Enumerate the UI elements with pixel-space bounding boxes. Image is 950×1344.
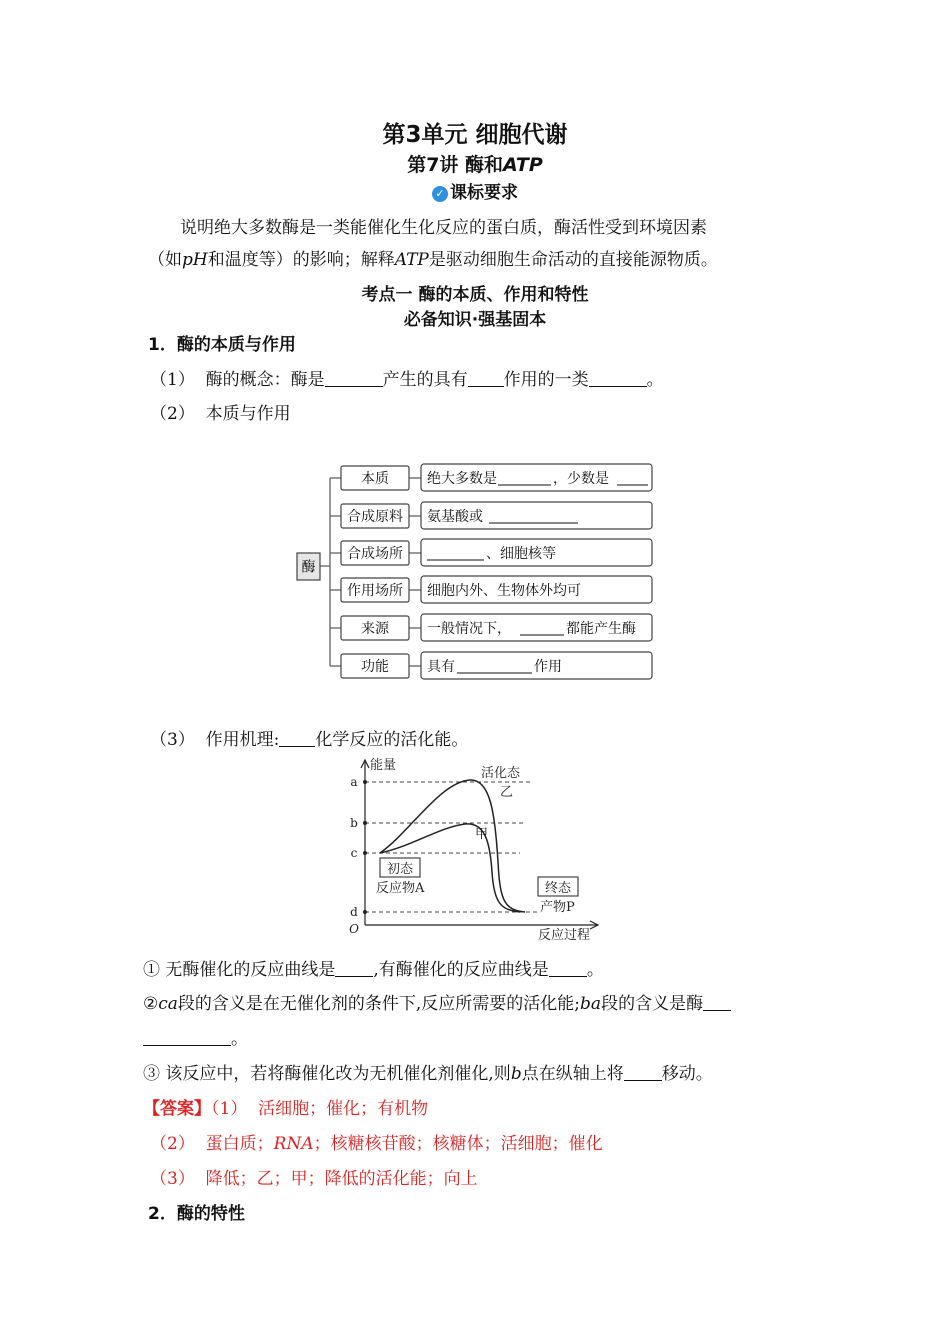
row-label: 本质 bbox=[361, 471, 389, 487]
heading-2: 2．酶的特性 bbox=[148, 1204, 245, 1224]
reactant-label: 反应物A bbox=[376, 881, 425, 896]
origin-label: O bbox=[349, 922, 359, 936]
row-label: 作用场所 bbox=[347, 583, 403, 599]
row-label: 合成原料 bbox=[347, 509, 403, 525]
blank bbox=[468, 371, 504, 387]
level-label-c: c bbox=[350, 846, 358, 860]
row-text: 一般情况下， bbox=[427, 621, 511, 637]
level-tick-d bbox=[363, 910, 367, 914]
section-title: 考点一 酶的本质、作用和特性 bbox=[361, 285, 589, 305]
blank bbox=[589, 371, 647, 387]
question-1-1: （1） 酶的概念：酶是 产生的具有 作用的一类 。 bbox=[150, 370, 664, 390]
row-text: 具有 bbox=[427, 659, 455, 675]
standard-title: ✓ 课标要求 bbox=[0, 178, 950, 203]
row-text: ，少数是 bbox=[553, 471, 609, 487]
curve-yi-label: 乙 bbox=[500, 785, 514, 800]
question-1-2: （2） 本质与作用 bbox=[150, 404, 291, 424]
row-text: 、细胞核等 bbox=[486, 546, 556, 562]
curve-jia-label: 甲 bbox=[475, 827, 489, 842]
product-label: 产物P bbox=[540, 900, 575, 915]
x-axis-label: 反应过程 bbox=[538, 928, 591, 943]
chart-question-1: ① 无酶催化的反应曲线是 ,有酶催化的反应曲线是 。 bbox=[143, 960, 604, 980]
peak-label: 活化态 bbox=[481, 766, 521, 781]
check-circle-icon: ✓ bbox=[432, 186, 448, 202]
level-tick-c bbox=[363, 851, 367, 855]
y-axis-label: 能量 bbox=[370, 758, 397, 773]
level-tick-a bbox=[363, 780, 367, 784]
chart-question-2-cont: 。 bbox=[143, 1024, 248, 1049]
level-label-d: d bbox=[350, 905, 358, 919]
blank bbox=[325, 371, 383, 387]
row-label: 来源 bbox=[361, 621, 389, 637]
blank bbox=[279, 731, 315, 747]
answer-line-3: （3） 降低；乙；甲；降低的活化能；向上 bbox=[150, 1169, 478, 1189]
answer-line-1: 【答案】（1） 活细胞；催化；有机物 bbox=[143, 1099, 429, 1119]
row-text: 作用 bbox=[534, 659, 562, 675]
section-subtitle: 必备知识·强基固本 bbox=[403, 310, 547, 330]
heading-1: 1．酶的本质与作用 bbox=[148, 335, 296, 355]
standard-line-1: 说明绝大多数酶是一类能催化生化反应的蛋白质，酶活性受到环境因素 bbox=[180, 218, 707, 238]
end-state-label: 终态 bbox=[544, 881, 572, 896]
standard-line-2: （如pH和温度等）的影响；解释ATP是驱动细胞生命活动的直接能源物质。 bbox=[148, 250, 718, 270]
blank bbox=[549, 961, 587, 977]
answer-line-2: （2） 蛋白质；RNA；核糖核苷酸；核糖体；活细胞；催化 bbox=[150, 1134, 603, 1154]
answer-tag: 【答案】 bbox=[143, 1099, 211, 1119]
blank bbox=[624, 1065, 662, 1081]
chart-question-2: ②ca段的含义是在无催化剂的条件下,反应所需要的活化能;ba段的含义是酶 bbox=[143, 989, 731, 1014]
row-text: 氨基酸或 bbox=[427, 509, 483, 525]
row-text: 都能产生酶 bbox=[566, 621, 636, 637]
level-tick-b bbox=[363, 821, 367, 825]
level-label-b: b bbox=[350, 816, 358, 830]
energy-chart bbox=[340, 752, 610, 944]
blank bbox=[143, 1030, 231, 1046]
atp-label: ATP bbox=[503, 154, 543, 176]
row-label: 功能 bbox=[361, 659, 389, 675]
row-label: 合成场所 bbox=[347, 546, 403, 562]
blank bbox=[703, 995, 731, 1011]
enzyme-concept-map bbox=[290, 458, 660, 688]
unit-title: 第3单元 细胞代谢 bbox=[382, 122, 568, 148]
start-state-label: 初态 bbox=[386, 862, 414, 877]
blank bbox=[335, 961, 373, 977]
row-text: 细胞内外、生物体外均可 bbox=[427, 583, 581, 599]
question-1-3: （3） 作用机理: 化学反应的活化能。 bbox=[150, 730, 469, 750]
level-label-a: a bbox=[350, 775, 358, 789]
row-text: 绝大多数是 bbox=[427, 471, 497, 487]
root-label: 酶 bbox=[301, 559, 316, 576]
chart-question-3: ③ 该反应中，若将酶催化改为无机催化剂催化,则b点在纵轴上将 移动。 bbox=[143, 1064, 713, 1084]
lecture-title: 第7讲 酶和ATP bbox=[407, 154, 543, 176]
